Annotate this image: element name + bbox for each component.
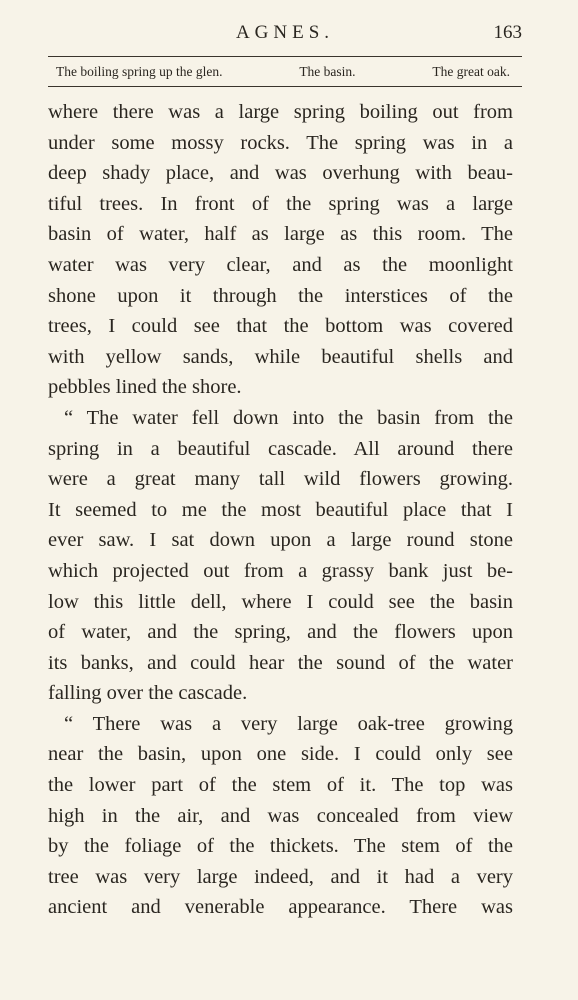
text-line: “ The water fell down into the basin from the xyxy=(64,406,513,429)
text-line: were a great many tall wild flowers growing. xyxy=(48,468,513,491)
text-line: basin of water, half as large as this room. The xyxy=(48,223,513,246)
text-line: spring in a beautiful cascade. All around there xyxy=(48,437,513,460)
text-line: low this little dell, where I could see the basin xyxy=(48,590,513,613)
header-rule-bottom xyxy=(48,86,522,87)
text-line: It seemed to me the most beautiful place that I xyxy=(48,498,513,521)
running-head xyxy=(48,20,522,50)
text-line: falling over the cascade. xyxy=(48,682,248,705)
text-line: ancient and venerable appearance. There was xyxy=(48,896,513,919)
topic-boiling-spring: The boiling spring up the glen. xyxy=(56,64,223,79)
text-line: trees, I could see that the bottom was covered xyxy=(48,315,513,338)
topic-great-oak: The great oak. xyxy=(432,64,510,79)
text-line: by the foliage of the thickets. The stem of the xyxy=(48,835,513,858)
text-line: high in the air, and was concealed from view xyxy=(48,804,513,827)
text-line: water was very clear, and as the moonlight xyxy=(48,253,513,276)
header-rule-top xyxy=(48,56,522,57)
text-line: shone upon it through the interstices of the xyxy=(48,284,513,307)
text-line: which projected out from a grassy bank just be- xyxy=(48,559,513,582)
topic-headings xyxy=(56,62,510,82)
body-text xyxy=(48,97,513,923)
text-line: with yellow sands, while beautiful shells and xyxy=(48,345,513,368)
text-line: tree was very large indeed, and it had a very xyxy=(48,865,513,888)
page-number: 163 xyxy=(493,22,522,43)
text-line: where there was a large spring boiling out from xyxy=(48,101,513,123)
text-line: the lower part of the stem of it. The top was xyxy=(48,774,513,797)
topic-basin: The basin. xyxy=(299,64,356,79)
text-line: deep shady place, and was overhung with beau- xyxy=(48,162,513,185)
text-line: of water, and the spring, and the flowers upon xyxy=(48,621,513,644)
text-line: “ There was a very large oak-tree growing xyxy=(64,712,513,735)
text-line: ever saw. I sat down upon a large round stone xyxy=(48,529,513,552)
text-line: under some mossy rocks. The spring was in a xyxy=(48,131,513,154)
text-line: near the basin, upon one side. I could only see xyxy=(48,743,513,766)
text-line: its banks, and could hear the sound of the water xyxy=(48,651,513,674)
running-title: AGNES. xyxy=(235,22,335,43)
text-line: tiful trees. In front of the spring was a large xyxy=(48,192,513,215)
text-line: pebbles lined the shore. xyxy=(48,376,242,399)
